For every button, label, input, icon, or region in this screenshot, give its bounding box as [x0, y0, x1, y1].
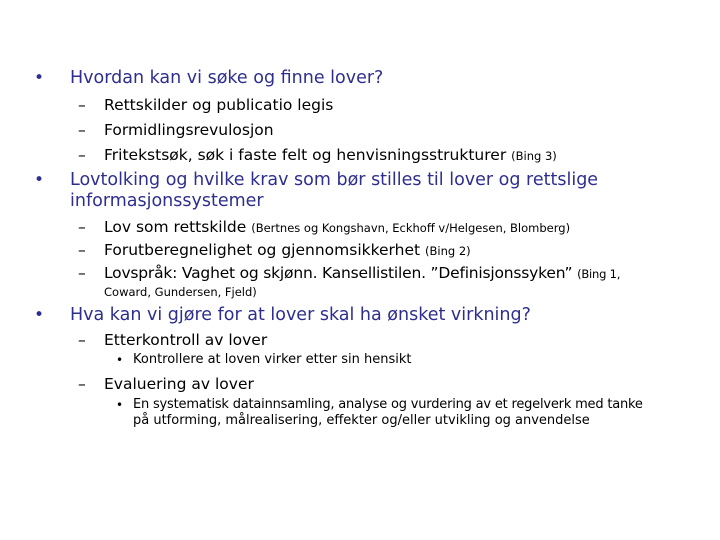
sub-2-2-text: Forutberegnelighet og gjennomsikkerhet [104, 241, 421, 259]
sub-2-3 [104, 264, 620, 282]
sub-3-1: Etterkontroll av lover [104, 331, 268, 349]
sub-2-2 [104, 241, 471, 259]
dash-marker: – [78, 146, 86, 164]
bullet-2-line1: Lovtolking og hvilke krav som bør stilles til lover og rettslige [70, 170, 599, 190]
dash-marker: – [78, 121, 86, 139]
sub-1-1: Rettskilder og publicatio legis [104, 96, 334, 114]
bullet-marker-small: • [116, 398, 124, 412]
dash-marker: – [78, 264, 86, 282]
bullet-3-text: Hva kan vi gjøre for at lover skal ha ønsket virkning? [70, 305, 531, 325]
bullet-marker: • [34, 170, 45, 190]
sub-2-1-text: Lov som rettskilde [104, 218, 247, 236]
sub-1-2: Formidlingsrevulosjon [104, 121, 274, 139]
sub-2-2-ref: (Bing 2) [425, 244, 471, 258]
dash-marker: – [78, 96, 86, 114]
sub-1-3-ref: (Bing 3) [511, 149, 557, 163]
sub-1-3 [104, 146, 557, 164]
bullet-2-line2: informasjonssystemer [70, 191, 264, 211]
sub-2-1 [104, 218, 570, 236]
bullet-marker-small: • [116, 353, 124, 367]
sub-2-1-ref: (Bertnes og Kongshavn, Eckhoff v/Helgesen, Blomberg) [251, 221, 571, 235]
bullet-1-text: Hvordan kan vi søke og finne lover? [70, 68, 384, 88]
dash-marker: – [78, 331, 86, 349]
sub-2-3-ref: (Bing 1, [577, 267, 621, 281]
subsub-3-2-1-line1: En systematisk datainnsamling, analyse og vurdering av et regelverk med tanke [133, 397, 643, 412]
sub-2-3-ref-line2: Coward, Gundersen, Fjeld) [104, 285, 257, 299]
subsub-3-2-1-line2: på utforming, målrealisering, effekter og/eller utvikling og anvendelse [133, 413, 590, 428]
bullet-marker: • [34, 305, 45, 325]
sub-3-2: Evaluering av lover [104, 375, 254, 393]
subsub-3-1-1: Kontrollere at loven virker etter sin hensikt [133, 352, 412, 367]
dash-marker: – [78, 375, 86, 393]
sub-1-3-text: Fritekstsøk, søk i faste felt og henvisningsstrukturer [104, 146, 507, 164]
dash-marker: – [78, 218, 86, 236]
sub-2-3-text: Lovspråk: Vaghet og skjønn. Kansellistilen. ”Definisjonssyken” [104, 264, 573, 282]
dash-marker: – [78, 241, 86, 259]
bullet-marker: • [34, 68, 45, 88]
